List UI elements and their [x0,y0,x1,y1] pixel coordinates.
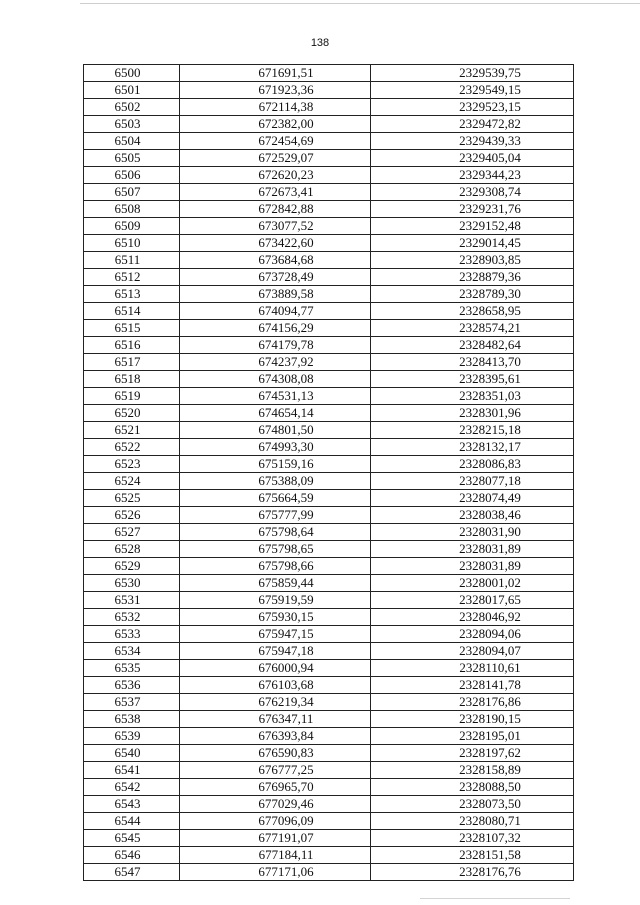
point-number-cell: 6544 [84,813,180,830]
table-row [84,252,574,269]
table-row [84,218,574,235]
table-row [84,507,574,524]
x-coordinate-cell: 672529,07 [180,150,371,167]
x-coordinate-cell: 676347,11 [180,711,371,728]
point-number-cell: 6504 [84,133,180,150]
y-coordinate-cell: 2328351,03 [371,388,574,405]
x-coordinate-cell: 673889,58 [180,286,371,303]
table-row [84,337,574,354]
y-coordinate-cell: 2328195,01 [371,728,574,745]
point-number-cell: 6503 [84,116,180,133]
table-row [84,320,574,337]
y-coordinate-cell: 2329308,74 [371,184,574,201]
table-row [84,745,574,762]
y-coordinate-cell: 2328574,21 [371,320,574,337]
y-coordinate-cell: 2328215,18 [371,422,574,439]
y-coordinate-cell: 2328110,61 [371,660,574,677]
x-coordinate-cell: 673684,68 [180,252,371,269]
coordinates-table [83,64,574,881]
table-row [84,439,574,456]
y-coordinate-cell: 2329539,75 [371,65,574,82]
x-coordinate-cell: 675919,59 [180,592,371,609]
x-coordinate-cell: 676777,25 [180,762,371,779]
point-number-cell: 6533 [84,626,180,643]
y-coordinate-cell: 2329472,82 [371,116,574,133]
x-coordinate-cell: 674156,29 [180,320,371,337]
point-number-cell: 6545 [84,830,180,847]
y-coordinate-cell: 2328017,65 [371,592,574,609]
point-number-cell: 6519 [84,388,180,405]
x-coordinate-cell: 675798,64 [180,524,371,541]
point-number-cell: 6547 [84,864,180,881]
table-row [84,167,574,184]
top-scan-rule [80,3,640,4]
y-coordinate-cell: 2328482,64 [371,337,574,354]
y-coordinate-cell: 2328903,85 [371,252,574,269]
point-number-cell: 6507 [84,184,180,201]
y-coordinate-cell: 2328094,07 [371,643,574,660]
table-row [84,626,574,643]
page-number: 138 [310,37,330,49]
table-row [84,711,574,728]
x-coordinate-cell: 676000,94 [180,660,371,677]
x-coordinate-cell: 677029,46 [180,796,371,813]
x-coordinate-cell: 675947,15 [180,626,371,643]
table-row [84,558,574,575]
point-number-cell: 6518 [84,371,180,388]
point-number-cell: 6528 [84,541,180,558]
y-coordinate-cell: 2328132,17 [371,439,574,456]
y-coordinate-cell: 2328094,06 [371,626,574,643]
table-row [84,541,574,558]
y-coordinate-cell: 2328176,86 [371,694,574,711]
point-number-cell: 6513 [84,286,180,303]
y-coordinate-cell: 2328031,89 [371,541,574,558]
table-row [84,456,574,473]
y-coordinate-cell: 2328413,70 [371,354,574,371]
x-coordinate-cell: 675798,65 [180,541,371,558]
y-coordinate-cell: 2329014,45 [371,235,574,252]
y-coordinate-cell: 2328197,62 [371,745,574,762]
y-coordinate-cell: 2329549,15 [371,82,574,99]
table-row [84,490,574,507]
table-row [84,82,574,99]
point-number-cell: 6527 [84,524,180,541]
table-row [84,99,574,116]
y-coordinate-cell: 2328001,02 [371,575,574,592]
x-coordinate-cell: 675777,99 [180,507,371,524]
point-number-cell: 6523 [84,456,180,473]
table-row [84,694,574,711]
point-number-cell: 6517 [84,354,180,371]
point-number-cell: 6543 [84,796,180,813]
x-coordinate-cell: 673077,52 [180,218,371,235]
x-coordinate-cell: 672382,00 [180,116,371,133]
table-row [84,779,574,796]
table-row [84,422,574,439]
point-number-cell: 6500 [84,65,180,82]
x-coordinate-cell: 672673,41 [180,184,371,201]
table-row [84,201,574,218]
x-coordinate-cell: 672842,88 [180,201,371,218]
table-row [84,269,574,286]
x-coordinate-cell: 674531,13 [180,388,371,405]
x-coordinate-cell: 675798,66 [180,558,371,575]
point-number-cell: 6520 [84,405,180,422]
point-number-cell: 6541 [84,762,180,779]
point-number-cell: 6534 [84,643,180,660]
point-number-cell: 6546 [84,847,180,864]
y-coordinate-cell: 2328176,76 [371,864,574,881]
point-number-cell: 6539 [84,728,180,745]
y-coordinate-cell: 2328038,46 [371,507,574,524]
x-coordinate-cell: 672454,69 [180,133,371,150]
x-coordinate-cell: 675159,16 [180,456,371,473]
x-coordinate-cell: 674308,08 [180,371,371,388]
x-coordinate-cell: 674179,78 [180,337,371,354]
point-number-cell: 6532 [84,609,180,626]
x-coordinate-cell: 671923,36 [180,82,371,99]
x-coordinate-cell: 672620,23 [180,167,371,184]
point-number-cell: 6535 [84,660,180,677]
x-coordinate-cell: 674993,30 [180,439,371,456]
y-coordinate-cell: 2329152,48 [371,218,574,235]
y-coordinate-cell: 2328031,90 [371,524,574,541]
table-row [84,303,574,320]
y-coordinate-cell: 2329523,15 [371,99,574,116]
table-row [84,830,574,847]
point-number-cell: 6511 [84,252,180,269]
x-coordinate-cell: 673728,49 [180,269,371,286]
point-number-cell: 6501 [84,82,180,99]
table-row [84,354,574,371]
x-coordinate-cell: 676965,70 [180,779,371,796]
x-coordinate-cell: 676393,84 [180,728,371,745]
table-row [84,235,574,252]
x-coordinate-cell: 673422,60 [180,235,371,252]
table-row [84,405,574,422]
y-coordinate-cell: 2329344,23 [371,167,574,184]
table-row [84,133,574,150]
table-row [84,813,574,830]
table-row [84,847,574,864]
table-row [84,150,574,167]
point-number-cell: 6538 [84,711,180,728]
x-coordinate-cell: 677096,09 [180,813,371,830]
y-coordinate-cell: 2328086,83 [371,456,574,473]
coordinates-table-body [84,65,574,881]
y-coordinate-cell: 2328088,50 [371,779,574,796]
x-coordinate-cell: 676103,68 [180,677,371,694]
y-coordinate-cell: 2328658,95 [371,303,574,320]
point-number-cell: 6509 [84,218,180,235]
x-coordinate-cell: 677184,11 [180,847,371,864]
x-coordinate-cell: 675664,59 [180,490,371,507]
point-number-cell: 6506 [84,167,180,184]
y-coordinate-cell: 2328789,30 [371,286,574,303]
x-coordinate-cell: 674094,77 [180,303,371,320]
table-row [84,864,574,881]
y-coordinate-cell: 2328046,92 [371,609,574,626]
table-row [84,728,574,745]
point-number-cell: 6508 [84,201,180,218]
table-row [84,184,574,201]
point-number-cell: 6537 [84,694,180,711]
x-coordinate-cell: 676219,34 [180,694,371,711]
table-row [84,116,574,133]
table-row [84,660,574,677]
x-coordinate-cell: 675859,44 [180,575,371,592]
y-coordinate-cell: 2328141,78 [371,677,574,694]
point-number-cell: 6530 [84,575,180,592]
x-coordinate-cell: 675930,15 [180,609,371,626]
point-number-cell: 6502 [84,99,180,116]
point-number-cell: 6529 [84,558,180,575]
x-coordinate-cell: 674237,92 [180,354,371,371]
point-number-cell: 6540 [84,745,180,762]
x-coordinate-cell: 677191,07 [180,830,371,847]
point-number-cell: 6531 [84,592,180,609]
table-row [84,388,574,405]
y-coordinate-cell: 2328107,32 [371,830,574,847]
table-row [84,592,574,609]
table-row [84,524,574,541]
point-number-cell: 6542 [84,779,180,796]
point-number-cell: 6536 [84,677,180,694]
y-coordinate-cell: 2328190,15 [371,711,574,728]
point-number-cell: 6524 [84,473,180,490]
y-coordinate-cell: 2329405,04 [371,150,574,167]
y-coordinate-cell: 2329231,76 [371,201,574,218]
point-number-cell: 6512 [84,269,180,286]
y-coordinate-cell: 2328151,58 [371,847,574,864]
point-number-cell: 6526 [84,507,180,524]
point-number-cell: 6522 [84,439,180,456]
y-coordinate-cell: 2328080,71 [371,813,574,830]
x-coordinate-cell: 675947,18 [180,643,371,660]
point-number-cell: 6525 [84,490,180,507]
y-coordinate-cell: 2328395,61 [371,371,574,388]
table-row [84,796,574,813]
table-row [84,286,574,303]
y-coordinate-cell: 2328158,89 [371,762,574,779]
y-coordinate-cell: 2328031,89 [371,558,574,575]
x-coordinate-cell: 674801,50 [180,422,371,439]
table-row [84,473,574,490]
y-coordinate-cell: 2329439,33 [371,133,574,150]
y-coordinate-cell: 2328073,50 [371,796,574,813]
y-coordinate-cell: 2328074,49 [371,490,574,507]
point-number-cell: 6516 [84,337,180,354]
table-row [84,371,574,388]
point-number-cell: 6510 [84,235,180,252]
x-coordinate-cell: 677171,06 [180,864,371,881]
y-coordinate-cell: 2328879,36 [371,269,574,286]
bottom-scan-rule [420,898,570,899]
x-coordinate-cell: 675388,09 [180,473,371,490]
x-coordinate-cell: 672114,38 [180,99,371,116]
table-row [84,609,574,626]
y-coordinate-cell: 2328077,18 [371,473,574,490]
table-row [84,762,574,779]
table-row [84,575,574,592]
x-coordinate-cell: 671691,51 [180,65,371,82]
point-number-cell: 6514 [84,303,180,320]
table-row [84,643,574,660]
y-coordinate-cell: 2328301,96 [371,405,574,422]
x-coordinate-cell: 676590,83 [180,745,371,762]
point-number-cell: 6521 [84,422,180,439]
table-row [84,677,574,694]
point-number-cell: 6515 [84,320,180,337]
table-row [84,65,574,82]
point-number-cell: 6505 [84,150,180,167]
x-coordinate-cell: 674654,14 [180,405,371,422]
